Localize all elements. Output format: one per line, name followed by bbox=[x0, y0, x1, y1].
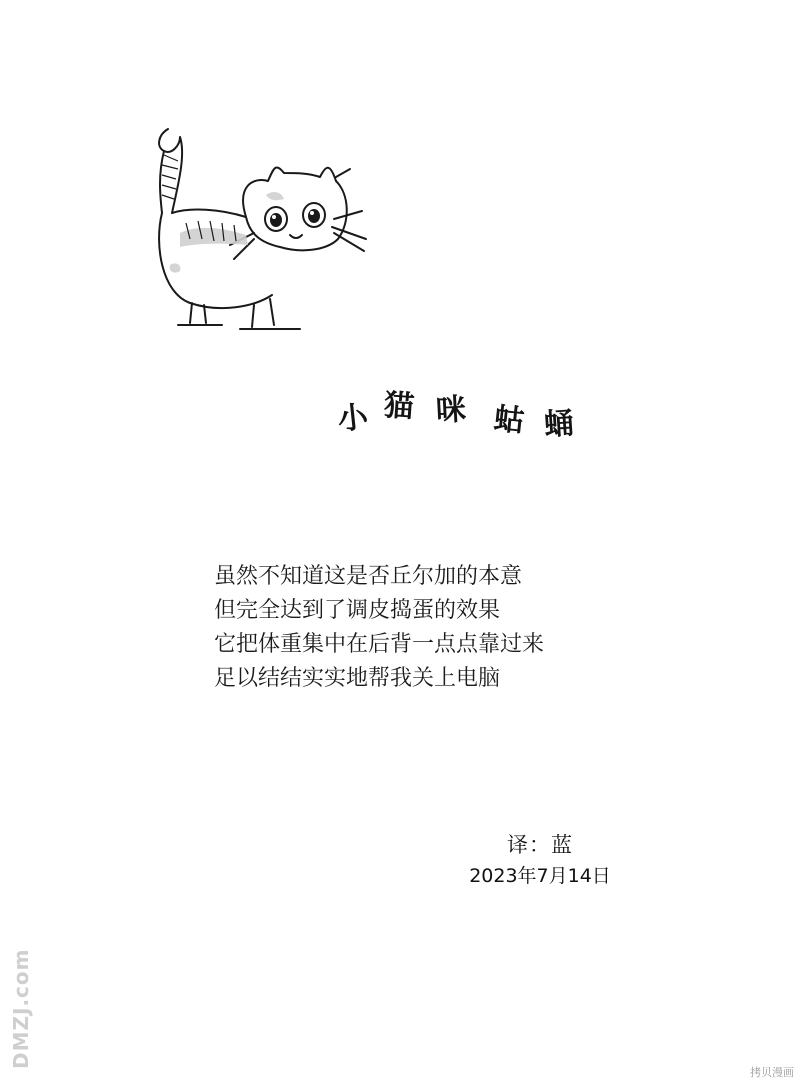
poem-line: 它把体重集中在后背一点点靠过来 bbox=[214, 632, 545, 657]
poem-line: 虽然不知道这是否丘尔加的本意 bbox=[214, 564, 523, 589]
copy-manga-watermark: 拷贝漫画 bbox=[750, 1066, 794, 1079]
title-char: 猫 bbox=[382, 387, 416, 426]
title-char: 咪 bbox=[435, 392, 467, 429]
title-char: 蛹 bbox=[542, 405, 576, 444]
cat-illustration bbox=[150, 115, 375, 335]
dmzj-logo-watermark: DMZJ.com bbox=[9, 948, 33, 1069]
poem-line: 足以结结实实地帮我关上电脑 bbox=[214, 666, 501, 691]
title-char: 小 bbox=[336, 399, 370, 438]
translator-credit: 译：蓝 bbox=[507, 833, 573, 857]
title bbox=[336, 387, 598, 452]
poem bbox=[214, 560, 634, 696]
date-credit: 2023年7月14日 bbox=[469, 865, 611, 887]
poem-line: 但完全达到了调皮捣蛋的效果 bbox=[214, 598, 501, 623]
credits bbox=[420, 830, 660, 892]
title-char: 蛄 bbox=[492, 401, 526, 440]
